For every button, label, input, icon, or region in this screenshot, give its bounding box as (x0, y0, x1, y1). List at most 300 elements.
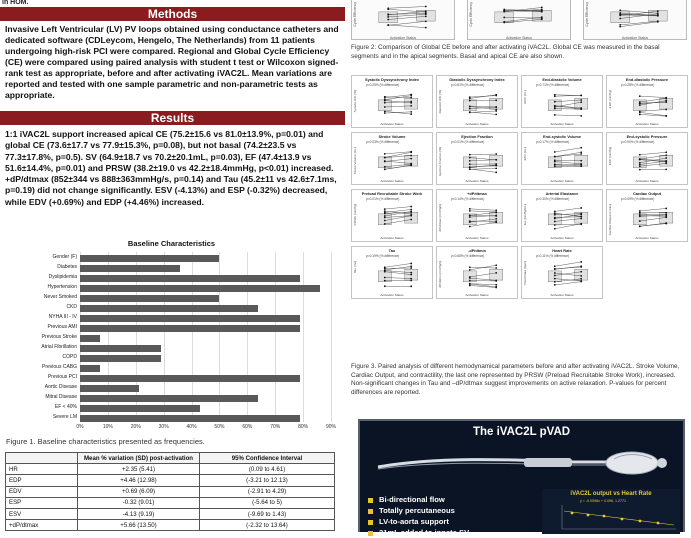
category-label: Previous AMI (3, 324, 77, 331)
panel-title: End-systolic Pressure (607, 134, 687, 139)
panel-subtitle: p=0.03% (% difference) (366, 140, 399, 144)
hemodynamic-panel (436, 132, 518, 185)
bullet-icon (368, 531, 373, 536)
table-cell: -0.32 (9.01) (78, 497, 200, 508)
x-axis-label: Activation Status (522, 179, 602, 183)
data-point (410, 272, 412, 274)
feature-text: Totally percutaneous (379, 506, 455, 515)
data-point (665, 212, 667, 214)
data-point (554, 275, 556, 277)
category-label: Hypertension (3, 284, 77, 291)
data-point (554, 221, 556, 223)
panel-subtitle: p=0.29% (% difference) (366, 83, 399, 87)
pair-line (388, 6, 426, 8)
data-point (469, 269, 471, 271)
panel-subtitle: p=0.71% (% difference) (536, 83, 569, 87)
data-point (503, 17, 505, 19)
data-point (425, 27, 427, 29)
pair-line (640, 208, 666, 211)
data-point (554, 272, 556, 274)
x-tick-label: 10% (98, 424, 118, 430)
pvad-output-chart (542, 489, 680, 534)
plot-area (450, 259, 516, 293)
pair-line (555, 115, 581, 116)
category-label: Never Smoked (3, 294, 77, 301)
y-axis-label: dP/dtmin (mmHg/s) (438, 261, 442, 288)
data-point (384, 270, 386, 272)
category-label: Mitral Disease (3, 394, 77, 401)
data-point (410, 211, 412, 213)
panel-subtitle: p=0.09% (% difference) (621, 197, 654, 201)
table-row (6, 520, 335, 531)
data-point (580, 271, 582, 273)
table-cell: +4.46 (12.98) (78, 475, 200, 486)
data-point (495, 272, 497, 274)
y-axis-label: dP/dtmax (mmHg/s) (438, 204, 442, 232)
panel-subtitle: p=0.28% (% difference) (621, 83, 654, 87)
data-point (580, 115, 582, 117)
table-cell: (0.09 to 4.61) (200, 464, 335, 475)
data-point (541, 17, 543, 19)
data-point (554, 114, 556, 116)
plot-area (365, 88, 431, 122)
category-label: Atrial Fibrillation (3, 344, 77, 351)
pair-line (470, 95, 496, 99)
data-point (665, 168, 667, 170)
data-point (554, 228, 556, 230)
panel-subtitle: p=0.17% (% difference) (536, 140, 569, 144)
data-point (410, 105, 412, 107)
x-axis-label: Activation Status (437, 122, 517, 126)
data-point (503, 22, 505, 24)
y-axis-label: Ejection Fraction (%) (438, 147, 442, 176)
data-point (384, 267, 386, 269)
data-point (384, 217, 386, 219)
panel-title: End-diastolic Pressure (607, 77, 687, 82)
x-axis-label: Activation Status (352, 122, 432, 126)
ivac2l-pvad-box (358, 419, 685, 532)
data-point (410, 263, 412, 265)
table-cell: +dP/dtmax (6, 520, 78, 531)
data-point (639, 101, 641, 103)
right-column (345, 0, 691, 532)
pair-line (640, 96, 666, 97)
gridline (331, 252, 332, 422)
data-point (495, 264, 497, 266)
bar (80, 415, 300, 422)
data-point (580, 207, 582, 209)
table-cell: +2.35 (5.41) (78, 464, 200, 475)
data-point (554, 212, 556, 214)
x-axis-label: Activation Status (437, 179, 517, 183)
pvad-chart-title: iVAC2L output vs Heart Rate (542, 491, 680, 497)
panel-title: Diastolic Dyssynchrony Index (437, 77, 517, 82)
pair-line (388, 25, 426, 28)
data-point (469, 283, 471, 285)
data-point (469, 157, 471, 159)
bullet-icon (368, 498, 373, 503)
data-point (384, 220, 386, 222)
x-axis-label: Activation Status (437, 236, 517, 240)
data-point (580, 261, 582, 263)
data-point (580, 107, 582, 109)
plot-area (620, 202, 686, 236)
data-point (469, 280, 471, 282)
bar (80, 285, 320, 292)
data-point (639, 159, 641, 161)
results-header: Results (0, 111, 345, 125)
data-point (469, 208, 471, 210)
data-point (384, 112, 386, 114)
data-point (657, 10, 659, 12)
baseline-characteristics-chart (3, 238, 340, 433)
data-point (639, 110, 641, 112)
data-point (580, 213, 582, 215)
bar (80, 315, 300, 322)
data-point (554, 281, 556, 283)
x-tick-label: 70% (265, 424, 285, 430)
figure-3-panels (351, 75, 687, 355)
data-point (384, 168, 386, 170)
data-point (469, 214, 471, 216)
data-point (387, 14, 389, 16)
data-point (410, 274, 412, 276)
feature-text: Bi-directional flow (379, 495, 445, 504)
table-header-row (6, 453, 335, 464)
data-point (469, 216, 471, 218)
data-point (469, 108, 471, 110)
data-point (657, 15, 659, 17)
data-point (580, 101, 582, 103)
data-point (410, 102, 412, 104)
data-point (639, 215, 641, 217)
feature-text: 21mL added to innate SV (379, 528, 469, 537)
hemodynamic-panel (521, 132, 603, 185)
data-point (639, 220, 641, 222)
bar (80, 335, 100, 342)
data-point (384, 153, 386, 155)
data-point (619, 15, 621, 17)
pair-line (555, 266, 581, 269)
data-point (469, 168, 471, 170)
hemodynamic-panel (606, 189, 688, 242)
data-point (554, 101, 556, 103)
data-point (554, 268, 556, 270)
data-point (495, 99, 497, 101)
pair-line (470, 169, 496, 172)
data-point (410, 209, 412, 211)
bar (80, 375, 300, 382)
box (490, 269, 503, 280)
bar (80, 325, 300, 332)
category-label: Previous PCI (3, 374, 77, 381)
table-cell: ESP (6, 497, 78, 508)
data-point (387, 8, 389, 10)
data-point (384, 97, 386, 99)
data-point (495, 113, 497, 115)
panel-title: Preload Recruitable Stroke Work (352, 191, 432, 196)
data-point (554, 217, 556, 219)
data-point (580, 165, 582, 167)
data-point (495, 218, 497, 220)
table-header-cell (6, 453, 78, 464)
data-point (387, 24, 389, 26)
data-point (410, 163, 412, 165)
data-point (469, 266, 471, 268)
pair-line (470, 211, 496, 212)
x-axis-label: Activation Status (522, 122, 602, 126)
hemodynamic-panel (521, 75, 603, 128)
data-point (554, 108, 556, 110)
table-cell: HR (6, 464, 78, 475)
y-axis-label: EDP (mmHg) (608, 90, 612, 108)
data-point (639, 162, 641, 164)
plot-area (535, 145, 601, 179)
y-axis-label: Stroke Volume (mL) (353, 147, 357, 174)
data-point (410, 113, 412, 115)
plot-area (365, 259, 431, 293)
data-point (541, 7, 543, 9)
data-point (665, 98, 667, 100)
panel-subtitle: p=0.11% (% difference) (536, 254, 569, 258)
pair-line (555, 262, 581, 266)
plot-area (535, 259, 601, 293)
plot-area (476, 0, 570, 34)
table-row (6, 497, 335, 508)
data-point (425, 15, 427, 17)
panel-subtitle: p=0.68% (% difference) (451, 254, 484, 258)
table-cell: (-9.69 to 1.43) (200, 508, 335, 519)
data-point (495, 94, 497, 96)
y-axis-label: Cycle Efficiency (469, 2, 473, 27)
data-point (554, 278, 556, 280)
pvad-title: The iVAC2L pVAD (360, 426, 683, 438)
data-point (495, 267, 497, 269)
data-point (410, 155, 412, 157)
data-point (580, 153, 582, 155)
data-point (469, 105, 471, 107)
bullet-icon (368, 509, 373, 514)
data-point (580, 278, 582, 280)
figure-2-plots (351, 0, 686, 42)
data-point (495, 159, 497, 161)
bar (80, 355, 161, 362)
data-point (384, 223, 386, 225)
hemodynamic-panel (606, 132, 688, 185)
y-axis-label: Tau (ms) (353, 261, 357, 273)
category-label: Gender (F) (3, 254, 77, 261)
table-cell: +0.69 (6.09) (78, 486, 200, 497)
plot-area (620, 88, 686, 122)
panel-title: End-systolic Volume (522, 134, 602, 139)
category-label: Severe LM (3, 414, 77, 421)
data-point (639, 169, 641, 171)
data-point (554, 156, 556, 158)
data-point (384, 102, 386, 104)
plot-area (450, 145, 516, 179)
data-point (554, 164, 556, 166)
pair-line (385, 152, 411, 154)
bar (80, 305, 258, 312)
list-item (368, 516, 538, 527)
data-point (665, 109, 667, 111)
table-cell: (-2.91 to 4.29) (200, 486, 335, 497)
data-point (580, 94, 582, 96)
panel-title: Cardiac Output (607, 191, 687, 196)
data-point (469, 100, 471, 102)
data-point (469, 98, 471, 100)
x-axis-label: Activation Status (607, 122, 687, 126)
data-point (495, 212, 497, 214)
data-point (410, 206, 412, 208)
panel-title: Heart Rate (522, 248, 602, 253)
data-point (495, 165, 497, 167)
bar (80, 345, 161, 352)
category-label: EF < 40% (3, 404, 77, 411)
chart-title: Baseline Characteristics (3, 239, 340, 248)
left-column (0, 0, 345, 532)
x-axis-label: Activation Status (352, 36, 454, 40)
cycle-efficiency-plot (467, 0, 571, 40)
pvad-chart-equation: y = -0.0598x + 0.096, 1.2771 (580, 499, 626, 503)
cycle-efficiency-plot (583, 0, 687, 40)
data-point (665, 151, 667, 153)
data-point (554, 105, 556, 107)
data-point (503, 10, 505, 12)
data-point (469, 160, 471, 162)
data-point (580, 280, 582, 282)
list-item (368, 505, 538, 516)
data-point (469, 226, 471, 228)
list-item (368, 494, 538, 505)
pair-line (555, 148, 581, 152)
box (378, 100, 391, 111)
x-axis-label: Activation Status (352, 179, 432, 183)
panel-title: Stroke Volume (352, 134, 432, 139)
data-point (495, 106, 497, 108)
category-label: Diabetes (3, 264, 77, 271)
bar (80, 295, 219, 302)
data-point (619, 24, 621, 26)
panel-subtitle: p=0.01% (% difference) (451, 140, 484, 144)
table-cell: EDV (6, 486, 78, 497)
data-point (387, 19, 389, 21)
plot-area (535, 88, 601, 122)
data-point (619, 18, 621, 20)
data-point (384, 100, 386, 102)
table-row (6, 464, 335, 475)
x-tick-label: 60% (237, 424, 257, 430)
panel-subtitle: p=0.01% (% difference) (366, 197, 399, 201)
x-tick-label: 0% (70, 424, 90, 430)
category-label: Aortic Disease (3, 384, 77, 391)
methods-text: Invasive Left Ventricular (LV) PV loops obtained using conductance catheters and dedicated software (CDLeycom, Hengelo, The Netherlands) from 11 patients undergoing high-risk PCI were compared. Regional and Global Cycle Efficiency (CE) were compared using paired analysis with student t test or Wilcoxon signed-rank test as appropriate, before and after activating iVAC2L. Mean variations are reported and tested with one sample parametric and non-parametric tests as appropriate. (5, 24, 341, 101)
data-point (554, 159, 556, 161)
pvad-feature-list (368, 494, 538, 538)
data-point (639, 210, 641, 212)
x-axis-label: Activation Status (352, 293, 432, 297)
hemodynamic-panel (351, 246, 433, 299)
pair-line (555, 208, 581, 211)
figure-2-caption: Figure 2: Comparison of Global CE before and after activating iVAC2L. Global CE was measured in the basal segments and in the apical segments. Basal and apical CE are also shown. (351, 44, 689, 61)
bar (80, 255, 219, 262)
data-point (410, 164, 412, 166)
pair-line (385, 207, 411, 210)
plot-area (450, 202, 516, 236)
data-point (469, 163, 471, 165)
data-point (554, 224, 556, 226)
x-tick-label: 50% (209, 424, 229, 430)
data-point (665, 163, 667, 165)
y-axis-label: ESP (mmHg) (608, 147, 612, 165)
data-point (410, 285, 412, 287)
variation-table (5, 452, 335, 531)
pair-line (555, 95, 581, 96)
gridline (303, 252, 304, 422)
x-tick-label: 30% (154, 424, 174, 430)
x-axis-label: Activation Status (468, 36, 570, 40)
data-point (580, 147, 582, 149)
data-point (639, 95, 641, 97)
data-point (410, 280, 412, 282)
x-tick-label: 20% (126, 424, 146, 430)
x-tick-label: 40% (182, 424, 202, 430)
list-item (368, 527, 538, 538)
data-point (495, 280, 497, 282)
x-axis-label: Activation Status (522, 236, 602, 240)
bar (80, 365, 100, 372)
plot-area (450, 88, 516, 122)
data-point (495, 167, 497, 169)
table-header-cell: Mean % variation (SD) post-activation (78, 453, 200, 464)
table-cell: (-2.32 to 13.64) (200, 520, 335, 531)
x-axis-label: Activation Status (584, 36, 686, 40)
data-point (384, 210, 386, 212)
pair-line (470, 96, 496, 97)
category-label: Previous CABG (3, 364, 77, 371)
hemodynamic-panel (436, 189, 518, 242)
x-axis-label: Activation Status (522, 293, 602, 297)
x-axis-label: Activation Status (437, 293, 517, 297)
data-point (410, 215, 412, 217)
hemodynamic-panel (351, 189, 433, 242)
data-point (665, 157, 667, 159)
data-point (665, 222, 667, 224)
category-label: Previous Stroke (3, 334, 77, 341)
data-point (410, 158, 412, 160)
panel-subtitle: p=0.19% (% difference) (366, 254, 399, 258)
data-point (410, 97, 412, 99)
data-point (384, 161, 386, 163)
bar (80, 385, 139, 392)
data-point (469, 210, 471, 212)
data-point (665, 154, 667, 156)
panel-subtitle: p=0.30% (% difference) (536, 197, 569, 201)
data-point (554, 284, 556, 286)
pair-line (470, 209, 496, 210)
data-point (639, 165, 641, 167)
data-point (469, 154, 471, 156)
data-point (384, 166, 386, 168)
data-point (580, 151, 582, 153)
data-point (469, 220, 471, 222)
data-point (639, 225, 641, 227)
x-axis-label: Activation Status (352, 236, 432, 240)
figure-3-caption: Figure 3. Paired analysis of different hemodynamical parameters before and after activating iVAC2L. Stroke Volume, Cardiac Output, and contractility, the last one represented by PRSW (Preload Recruitable Stroke Work), increased. Non-significant changes in Tau and –dP/dtmax suggest improvements on active relaxation. P-values for percent differences are reported. (351, 363, 689, 397)
panel-title: Systolic Dyssynchrony Index (352, 77, 432, 82)
hemodynamic-panel (351, 75, 433, 128)
bar (80, 265, 180, 272)
